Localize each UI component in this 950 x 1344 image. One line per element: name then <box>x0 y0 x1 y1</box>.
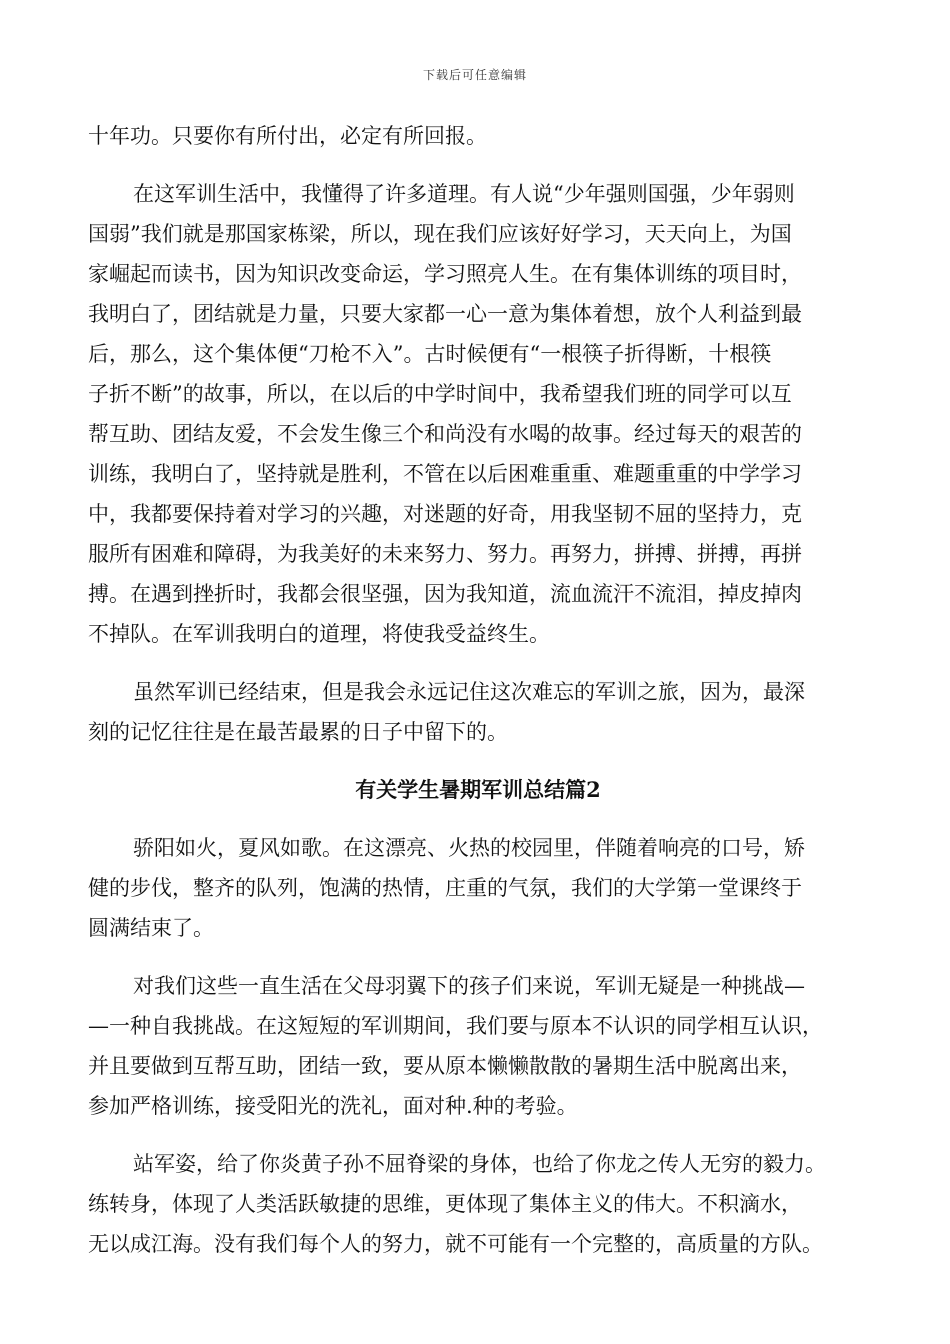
paragraph-line: —一种自我挑战。在这短短的军训期间，我们要与原本不认识的同学相互认识， <box>88 1014 823 1038</box>
section-paragraph-1 <box>88 828 868 948</box>
paragraph-line: 骄阳如火，夏风如歌。在这漂亮、火热的校园里，伴随着响亮的口号，矫 <box>133 836 805 860</box>
paragraph-3 <box>88 672 868 752</box>
section-paragraph-3 <box>88 1144 868 1264</box>
paragraph-line: 子折不断”的故事，所以，在以后的中学时间中，我希望我们班的同学可以互 <box>88 382 792 406</box>
paragraph-line: 参加严格训练，接受阳光的洗礼，面对种.种的考验。 <box>88 1094 578 1118</box>
paragraph-line: 帮互助、团结友爱，不会发生像三个和尚没有水喝的故事。经过每天的艰苦的 <box>88 422 802 446</box>
paragraph-line: 刻的记忆往往是在最苦最累的日子中留下的。 <box>88 720 508 744</box>
document-body <box>88 116 868 1282</box>
paragraph-line: 并且要做到互帮互助，团结一致，要从原本懒懒散散的暑期生活中脱离出来， <box>88 1054 802 1078</box>
paragraph-line: 我明白了，团结就是力量，只要大家都一心一意为集体着想，放个人利益到最 <box>88 302 802 326</box>
paragraph-2 <box>88 174 868 654</box>
paragraph-line: 服所有困难和障碍，为我美好的未来努力、努力。再努力，拼搏、拼搏，再拼 <box>88 542 802 566</box>
paragraph-line: 后，那么，这个集体便“刀枪不入”。古时候便有“一根筷子折得断，十根筷 <box>88 342 772 366</box>
section-title: 有关学生暑期军训总结篇2 <box>355 777 601 802</box>
paragraph-1 <box>88 116 868 156</box>
paragraph-line: 不掉队。在军训我明白的道理，将使我受益终生。 <box>88 622 550 646</box>
paragraph-line: 搏。在遇到挫折时，我都会很坚强，因为我知道，流血流汗不流泪，掉皮掉肉 <box>88 582 802 606</box>
paragraph-line: 国弱”我们就是那国家栋梁，所以，现在我们应该好好学习，天天向上，为国 <box>88 222 792 246</box>
header-note: 下载后可任意编辑 <box>422 68 527 82</box>
paragraph-line: 中，我都要保持着对学习的兴趣，对迷题的好奇，用我坚韧不屈的坚持力，克 <box>88 502 802 526</box>
paragraph-line: 十年功。只要你有所付出，必定有所回报。 <box>88 124 487 148</box>
paragraph-line: 站军姿，给了你炎黄子孙不屈脊梁的身体，也给了你龙之传人无穷的毅力。 <box>133 1152 826 1176</box>
paragraph-line: 在这军训生活中，我懂得了许多道理。有人说“少年强则国强，少年弱则 <box>133 182 795 206</box>
paragraph-line: 家崛起而读书，因为知识改变命运，学习照亮人生。在有集体训练的项目时， <box>88 262 802 286</box>
paragraph-line: 练转身，体现了人类活跃敏捷的思维，更体现了集体主义的伟大。不积滴水， <box>88 1192 802 1216</box>
paragraph-line: 健的步伐，整齐的队列，饱满的热情，庄重的气氛，我们的大学第一堂课终于 <box>88 876 802 900</box>
paragraph-line: 无以成江海。没有我们每个人的努力，就不可能有一个完整的，高质量的方队。 <box>88 1232 823 1256</box>
section-paragraph-2 <box>88 966 868 1126</box>
paragraph-line: 训练，我明白了，坚持就是胜利，不管在以后困难重重、难题重重的中学学习 <box>88 462 802 486</box>
paragraph-line: 圆满结束了。 <box>88 916 214 940</box>
paragraph-line: 对我们这些一直生活在父母羽翼下的孩子们来说，军训无疑是一种挑战— <box>133 974 805 998</box>
paragraph-line: 虽然军训已经结束，但是我会永远记住这次难忘的军训之旅，因为，最深 <box>133 680 805 704</box>
